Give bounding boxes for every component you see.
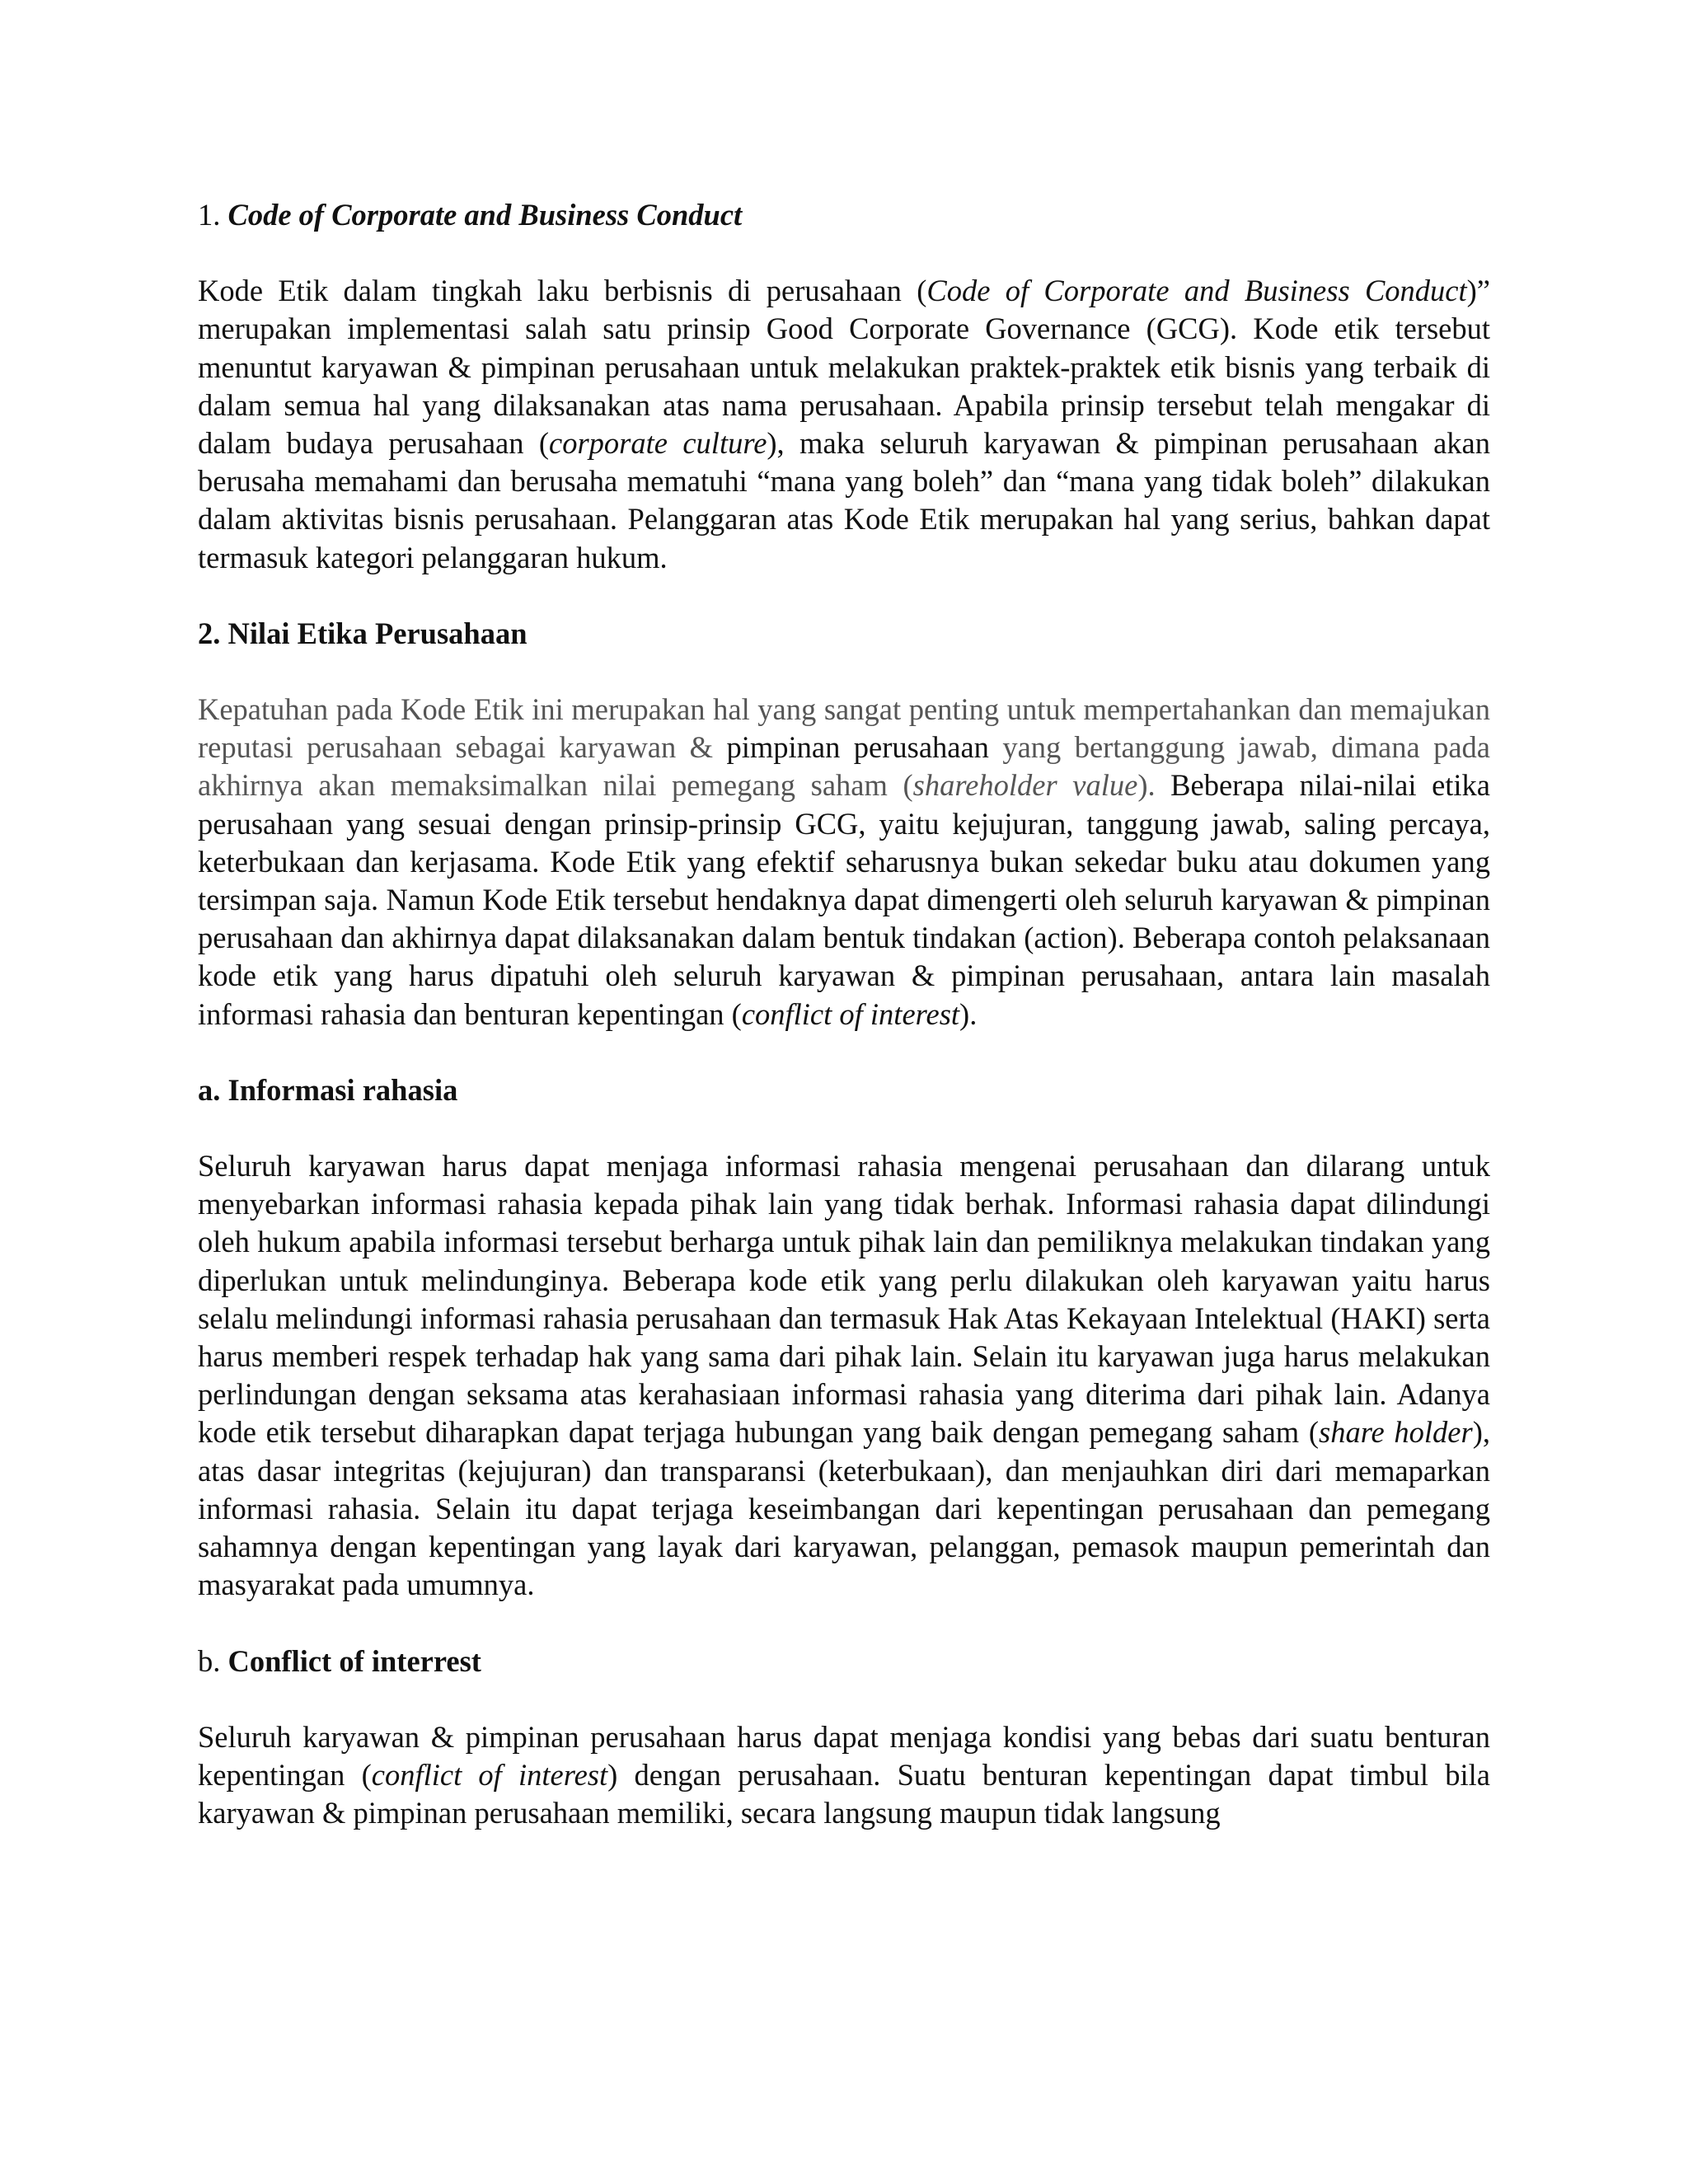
section-a-heading bbox=[198, 1071, 1490, 1109]
section-2-heading bbox=[198, 615, 1490, 653]
section-1-heading bbox=[198, 196, 1490, 234]
section-a-title: a. Informasi rahasia bbox=[198, 1072, 458, 1107]
section-a-paragraph: Seluruh karyawan harus dapat menjaga informasi rahasia mengenai perusahaan dan dilarang untuk menyebarkan informasi rahasia kepada pihak lain yang tidak berhak. Informasi rahasia dapat dilindungi oleh hukum apabila informasi tersebut berharga untuk pihak lain dan pemiliknya melakukan tindakan yang diperlukan untuk melindunginya. Beberapa kode etik yang perlu dilakukan oleh karyawan yaitu harus selalu melindungi informasi rahasia perusahaan dan termasuk Hak Atas Kekayaan Intelektual (HAKI) serta harus memberi respek terhadap hak yang sama dari pihak lain. Selain itu karyawan juga harus melakukan perlindungan dengan seksama atas kerahasiaan informasi rahasia yang diterima dari pihak lain. Adanya kode etik tersebut diharapkan dapat terjaga hubungan yang baik dengan pemegang saham (share holder), atas dasar integritas (kejujuran) dan transparansi (keterbukaan), dan menjauhkan diri dari memaparkan informasi rahasia. Selain itu dapat terjaga keseimbangan dari kepentingan perusahaan dan pemegang sahamnya dengan kepentingan yang layak dari karyawan, pelanggan, pemasok maupun pemerintah dan masyarakat pada umumnya. bbox=[198, 1149, 1490, 1602]
document-page bbox=[198, 196, 1490, 1832]
section-2-paragraph: Kepatuhan pada Kode Etik ini merupakan hal yang sangat penting untuk mempertahankan dan memajukan reputasi perusahaan sebagai karyawan & pimpinan perusahaan yang bertanggung jawab, dimana pada akhirnya akan memaksimalkan nilai pemegang saham (shareholder value). Beberapa nilai-nilai etika perusahaan yang sesuai dengan prinsip-prinsip GCG, yaitu kejujuran, tanggung jawab, saling percaya, keterbukaan dan kerjasama. Kode Etik yang efektif seharusnya bukan sekedar buku atau dokumen yang tersimpan saja. Namun Kode Etik tersebut hendaknya dapat dimengerti oleh seluruh karyawan & pimpinan perusahaan dan akhirnya dapat dilaksanakan dalam bentuk tindakan (action). Beberapa contoh pelaksanaan kode etik yang harus dipatuhi oleh seluruh karyawan & pimpinan perusahaan, antara lain masalah informasi rahasia dan benturan kepentingan (conflict of interest). bbox=[198, 692, 1491, 1031]
section-2-title: 2. Nilai Etika Perusahaan bbox=[198, 616, 528, 650]
section-b-paragraph: Seluruh karyawan & pimpinan perusahaan harus dapat menjaga kondisi yang bebas dari suatu benturan kepentingan (conflict of interest) dengan perusahaan. Suatu benturan kepentingan dapat timbul bila karyawan & pimpinan perusahaan memiliki, secara langsung maupun tidak langsung bbox=[198, 1719, 1490, 1830]
section-1-paragraph: Kode Etik dalam tingkah laku berbisnis di perusahaan (Code of Corporate and Business Conduct)” merupakan implementasi salah satu prinsip Good Corporate Governance (GCG). Kode etik tersebut menuntut karyawan & pimpinan perusahaan untuk melakukan praktek-praktek etik bisnis yang terbaik di dalam semua hal yang dilaksanakan atas nama perusahaan. Apabila prinsip tersebut telah mengakar di dalam budaya perusahaan (corporate culture), maka seluruh karyawan & pimpinan perusahaan akan berusaha memahami dan berusaha mematuhi “mana yang boleh” dan “mana yang tidak boleh” dilakukan dalam aktivitas bisnis perusahaan. Pelanggaran atas Kode Etik merupakan hal yang serius, bahkan dapat termasuk kategori pelanggaran hukum. bbox=[198, 274, 1490, 574]
section-1-title: Code of Corporate and Business Conduct bbox=[227, 198, 743, 232]
section-b-heading bbox=[198, 1643, 1490, 1680]
section-b-title: Conflict of interrest bbox=[227, 1643, 481, 1678]
section-1-number: 1. bbox=[198, 198, 228, 232]
section-b-prefix: b. bbox=[198, 1643, 228, 1678]
